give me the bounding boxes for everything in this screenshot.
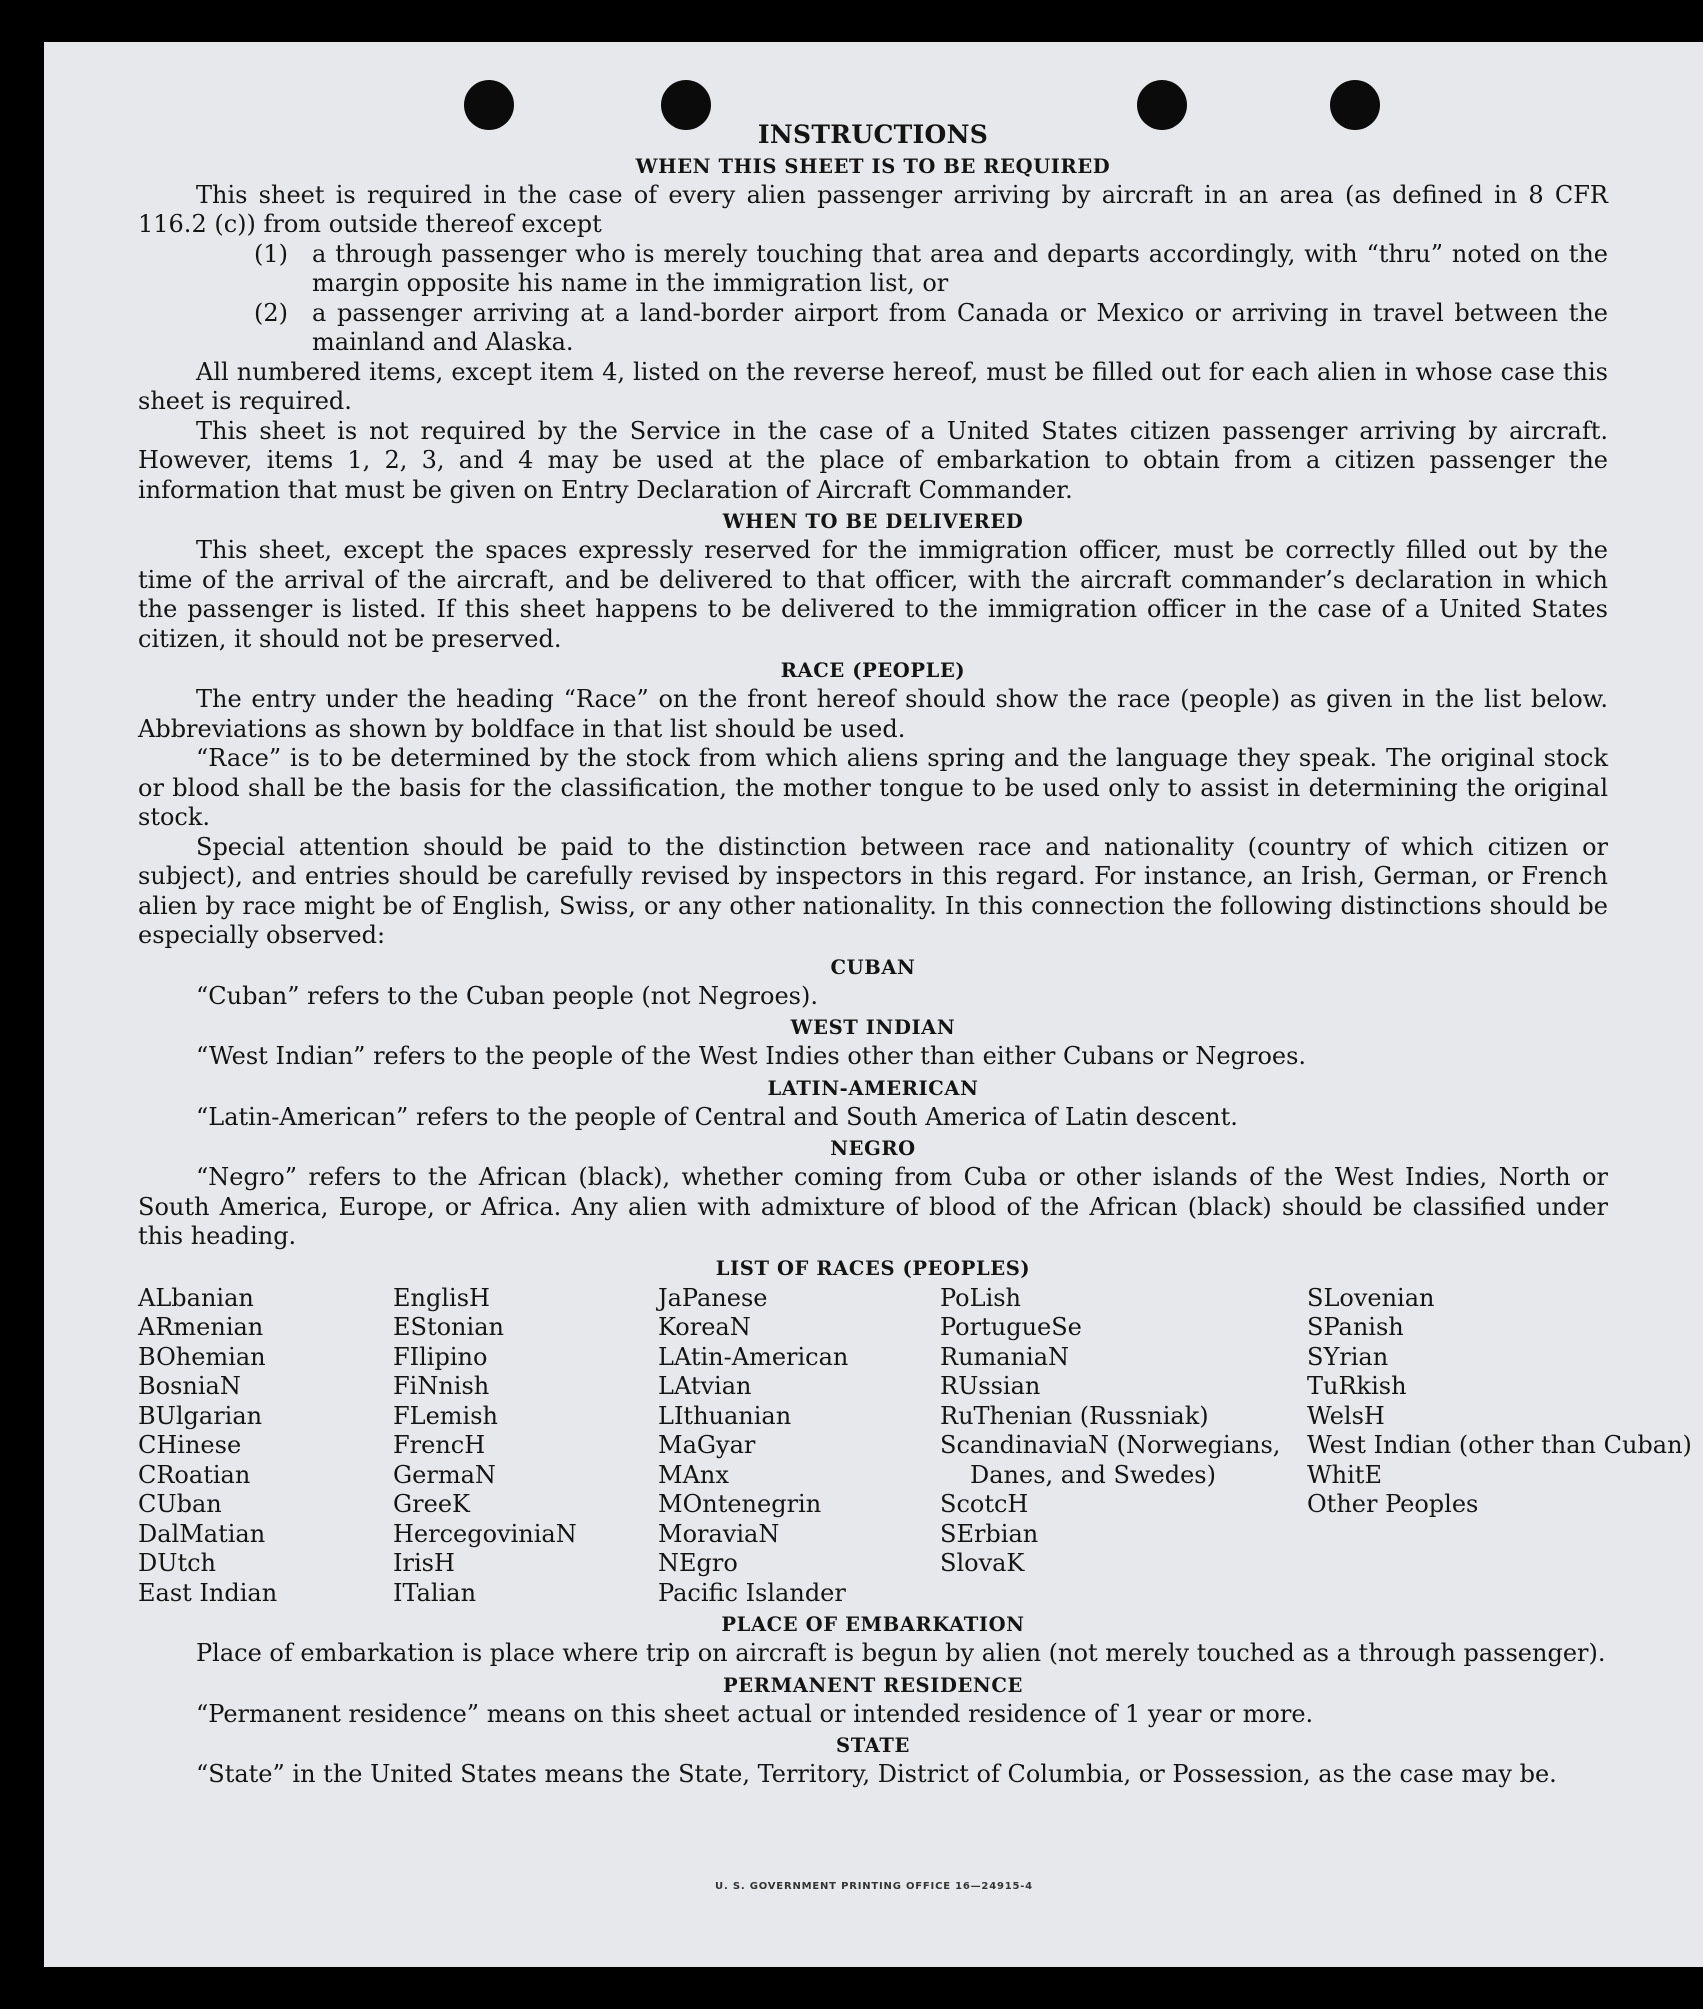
paragraph: “Race” is to be determined by the stock from which aliens spring and the language they speak. The original stock or blood shall be the basis for the classification, the mother tongue to be used only to assist in determining the original stock. xyxy=(138,744,1608,831)
race-entry: East Indian xyxy=(138,1578,278,1607)
document-sheet xyxy=(44,42,1703,1967)
section-heading-embarkation: PLACE OF EMBARKATION xyxy=(721,1613,1025,1636)
race-entry: DalMatian xyxy=(138,1519,266,1548)
race-entry: RumaniaN xyxy=(940,1342,1070,1371)
section-heading-required: WHEN THIS SHEET IS TO BE REQUIRED xyxy=(635,154,1111,178)
race-entry: FLemish xyxy=(393,1401,498,1430)
paragraph: “Permanent residence” means on this sheet actual or intended residence of 1 year or more. xyxy=(196,1699,1314,1728)
race-entry: Other Peoples xyxy=(1307,1490,1479,1518)
race-entry: BosniaN xyxy=(138,1372,241,1400)
race-entry: ALbanian xyxy=(138,1283,254,1312)
section-heading-race-list: LIST OF RACES (PEOPLES) xyxy=(715,1256,1031,1280)
race-entry: CHinese xyxy=(138,1431,242,1459)
race-entry: MAnx xyxy=(658,1460,729,1489)
race-entry: BOhemian xyxy=(138,1342,266,1371)
race-entry: IrisH xyxy=(393,1549,455,1577)
paragraph: The entry under the heading “Race” on the front hereof should show the race (people) as given in the list below. Abbreviations as shown by boldface in that list should be used. xyxy=(138,685,1608,743)
section-heading-delivered: WHEN TO BE DELIVERED xyxy=(722,510,1024,533)
paragraph: “Cuban” refers to the Cuban people (not Negroes). xyxy=(196,981,818,1010)
paragraph: “Latin-American” refers to the people of Central and South America of Latin descent. xyxy=(196,1102,1238,1131)
race-column xyxy=(138,1284,393,1609)
race-entry: GreeK xyxy=(393,1490,470,1518)
paragraph: This sheet is required in the case of every alien passenger arriving by aircraft in an area (as defined in 8 CFR 116.2 (c)) from outside thereof except xyxy=(138,180,1608,238)
section-heading-latin-american: LATIN-AMERICAN xyxy=(767,1076,979,1100)
paragraph: All numbered items, except item 4, listed on the reverse hereof, must be filled out for each alien in whose case this sheet is required. xyxy=(138,357,1608,415)
race-column xyxy=(1307,1283,1692,1609)
race-column xyxy=(393,1284,658,1609)
race-entry: SYrian xyxy=(1307,1342,1389,1371)
race-entry: SLovenian xyxy=(1307,1283,1435,1312)
race-entry: JaPanese xyxy=(658,1283,768,1312)
race-entry: EStonian xyxy=(393,1313,504,1341)
race-entry: SErbian xyxy=(940,1519,1039,1548)
race-entry: RUssian xyxy=(940,1372,1041,1400)
item-text: a passenger arriving at a land-border airport from Canada or Mexico or arriving in travel between the mainland and Alaska. xyxy=(312,298,1608,356)
race-list xyxy=(138,1283,1692,1609)
section-heading-residence: PERMANENT RESIDENCE xyxy=(723,1673,1023,1697)
race-entry: HercegoviniaN xyxy=(393,1519,577,1548)
race-column xyxy=(940,1284,1307,1609)
race-entry: ScandinaviaN (Norwegians, Danes, and Swedes) xyxy=(940,1431,1281,1489)
race-entry: ITalian xyxy=(393,1578,477,1607)
page-title: INSTRUCTIONS xyxy=(757,120,989,149)
race-entry: LIthuanian xyxy=(658,1401,792,1430)
race-column xyxy=(658,1284,940,1609)
item-number: (1) xyxy=(254,239,288,268)
race-entry: BUlgarian xyxy=(138,1401,263,1430)
race-entry: WhitE xyxy=(1307,1460,1382,1489)
race-entry: GermaN xyxy=(393,1460,496,1489)
item-number: (2) xyxy=(254,298,288,327)
race-entry: LAtin-American xyxy=(658,1342,849,1371)
paragraph: “Negro” refers to the African (black), whether coming from Cuba or other islands of the West Indies, North or South America, Europe, or Africa. Any alien with admixture of blood of the African (black) should be classified under this heading. xyxy=(138,1163,1608,1250)
paragraph: Place of embarkation is place where trip on aircraft is begun by alien (not merely touched as a through passenger). xyxy=(196,1639,1606,1667)
race-entry: LAtvian xyxy=(658,1372,752,1400)
race-entry: FiNnish xyxy=(393,1372,490,1400)
list-item xyxy=(254,240,1608,299)
race-entry: WelsH xyxy=(1307,1401,1385,1430)
section-heading-race: RACE (PEOPLE) xyxy=(780,659,966,682)
race-entry: TuRkish xyxy=(1307,1372,1407,1400)
race-entry: ScotcH xyxy=(940,1490,1029,1518)
race-entry: West Indian (other than Cuban) xyxy=(1307,1431,1692,1459)
printer-imprint: U. S. GOVERNMENT PRINTING OFFICE 16—24915-4 xyxy=(715,1881,1033,1892)
race-entry: MoraviaN xyxy=(658,1519,780,1548)
race-entry: CRoatian xyxy=(138,1460,251,1489)
race-entry: Pacific Islander xyxy=(658,1578,846,1607)
race-entry: FrencH xyxy=(393,1431,486,1459)
race-entry: FIlipino xyxy=(393,1342,488,1371)
race-entry: RuThenian (Russniak) xyxy=(940,1401,1209,1430)
item-text: a through passenger who is merely touching that area and departs accordingly, with “thru” noted on the margin opposite his name in the immigration list, or xyxy=(312,239,1608,297)
race-entry: DUtch xyxy=(138,1549,217,1577)
race-entry: MOntenegrin xyxy=(658,1490,822,1518)
instructions-body xyxy=(138,118,1692,1790)
paragraph: This sheet is not required by the Service in the case of a United States citizen passenger arriving by aircraft. However, items 1, 2, 3, and 4 may be used at the place of embarkation to obtain from a citizen passenger the information that must be given on Entry Declaration of Aircraft Commander. xyxy=(138,416,1608,504)
race-entry: CUban xyxy=(138,1490,222,1518)
race-entry: ARmenian xyxy=(138,1313,264,1341)
paragraph: Special attention should be paid to the distinction between race and nationality (country of which citizen or subject), and entries should be carefully revised by inspectors in this regard. For instance, an Irish, German, or French alien by race might be of English, Swiss, or any other nationality. In this connection the following distinctions should be especially observed: xyxy=(138,832,1608,949)
section-heading-negro: NEGRO xyxy=(830,1137,916,1160)
paragraph: “State” in the United States means the State, Territory, District of Columbia, or Possession, as the case may be. xyxy=(196,1760,1557,1788)
race-entry: KoreaN xyxy=(658,1313,751,1341)
race-entry: SPanish xyxy=(1307,1313,1404,1341)
paragraph: “West Indian” refers to the people of the West Indies other than either Cubans or Negroes. xyxy=(196,1042,1307,1070)
list-item xyxy=(254,299,1608,358)
section-heading-cuban: CUBAN xyxy=(830,955,916,979)
race-entry: SlovaK xyxy=(940,1549,1025,1577)
paragraph: This sheet, except the spaces expressly reserved for the immigration officer, must be correctly filled out by the time of the arrival of the aircraft, and be delivered to that officer, with the aircraft commander’s declaration in which the passenger is listed. If this sheet happens to be delivered to the immigration officer in the case of a United States citizen, it should not be preserved. xyxy=(138,536,1608,653)
section-heading-state: STATE xyxy=(836,1734,910,1757)
race-entry: PoLish xyxy=(940,1283,1022,1312)
race-entry: EnglisH xyxy=(393,1283,490,1312)
race-entry: PortugueSe xyxy=(940,1313,1082,1341)
section-heading-west-indian: WEST INDIAN xyxy=(790,1016,956,1039)
race-entry: MaGyar xyxy=(658,1431,756,1459)
race-entry: NEgro xyxy=(658,1549,738,1577)
